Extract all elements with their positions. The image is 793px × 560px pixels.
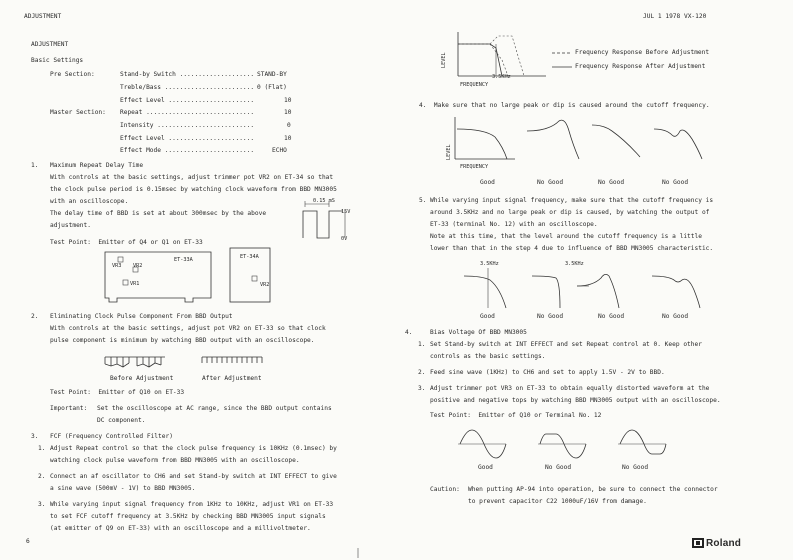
section-1-number: 1. [31,162,39,169]
section-3-item-line: a sine wave (500mV - 1V) to BBD MN3005. [50,485,196,492]
bias-wave-label: Good [478,464,493,471]
setting-value: 10 [284,109,292,116]
header-left: ADJUSTMENT [24,13,62,20]
caution-label: Caution: [430,486,460,493]
step-5-line: around 3.5KHz and no large peak or dip is caused, by watching the output of [430,209,710,216]
section-3-item-number: 2. [38,473,46,480]
board-et33a-label: ET-33A [174,257,193,263]
section-3-number: 3. [31,433,39,440]
bias-wave-clipped-bottom [618,428,668,460]
output-curve-peak [575,268,635,313]
row1-level-label: LEVEL [446,144,452,160]
setting-value: 0 [287,122,291,129]
section-4-item-line: controls as the basic settings. [430,353,546,360]
section-3-item-number: 1. [38,445,46,452]
section-3-item-number: 3. [38,501,46,508]
basic-settings-heading: Basic Settings [31,57,84,64]
board-et34a-label: ET-34A [240,254,259,260]
graph-frequency-label: FREQUENCY [460,82,489,88]
section-4-item-line: positive and negative tops by watching BBD MN3005 output with an oscilloscope. [430,397,721,404]
board-et33a-diagram [103,250,213,305]
section-1-line: adjustment. [50,222,91,229]
setting-name: Effect Mode ........................ [120,147,255,154]
section-3-item-line: Connect an af oscillator to CH6 and set Stand-by switch at INT EFFECT to give [50,473,337,480]
section-2-test-point: Test Point: Emitter of Q10 on ET-33 [50,389,185,396]
section-1-line: With controls at the basic settings, adjust trimmer pot VR2 on ET-34 so that [50,174,334,181]
after-adjustment-label: After Adjustment [202,375,262,382]
graph-cutoff-label: 3.5KHz [492,74,511,80]
step-5-line: Note at this time, that the level around the cutoff frequency is a little [430,233,702,240]
section-3-title: FCF (Frequency Controlled Filter) [50,433,173,440]
row1-label: No Good [537,179,564,186]
page-number: 6 [26,538,30,545]
bias-wave-label: No Good [622,464,649,471]
board-vr3-label: VR3 [112,263,122,269]
step-4: 4. Make sure that no large peak or dip is caused around the cutoff frequency. [419,102,710,109]
board-et34a-vr2-label: VR2 [260,282,270,288]
caution-line: to prevent capacitor C22 1000uF/16V from damage. [468,498,647,505]
setting-name: Repeat ............................. [120,109,255,116]
caution-line: When putting AP-94 into operation, be sure to connect the connector [468,486,718,493]
section-3-item-line: While varying input signal frequency from 1KHz to 10KHz, adjust VR1 on ET-33 [50,501,334,508]
cutoff-curve-early-rolloff [590,117,650,162]
section-3-item-line: to set FCF cutoff frequency at 3.5KHz by checking BBD MN3005 input signals [50,513,326,520]
section-4-item-line: Adjust trimmer pot VR3 on ET-33 to obtain equally distorted waveform at the [430,385,710,392]
bias-wave-label: No Good [545,464,572,471]
page-fold-mark [356,548,360,558]
waveform-0v-label: 0V [341,236,348,242]
setting-name: Effect Level ....................... [120,135,255,142]
board-vr2-label: VR2 [133,263,143,269]
graph-level-label: LEVEL [441,52,447,68]
clock-component-before-waveform [103,351,173,371]
step-5-line: While varying input signal frequency, make sure that the cutoff frequency is [430,197,714,204]
section-3-item-line: (at emitter of Q9 on ET-33) with an oscilloscope and a millivoltmeter. [50,525,311,532]
section-3-item-line: Adjust Repeat control so that the clock pulse frequency is 10KHz (0.1msec) by [50,445,337,452]
row2-label: Good [480,313,495,320]
section-1-line: The delay time of BBD is set at about 300msec by the above [50,210,267,217]
roland-logo-text: Roland [706,537,742,549]
important-line: DC component. [97,417,146,424]
waveform-period-label: 0.15 mS [313,198,335,204]
row2-cutoff-label: 3.5KHz [480,261,499,267]
legend-after: Frequency Response After Adjustment [575,63,706,70]
roland-logo [692,537,741,549]
section-4-test-point: Test Point: Emitter of Q10 or Terminal No. 12 [430,412,602,419]
cutoff-curve-peak [525,117,585,162]
cutoff-curve-good [455,117,515,162]
setting-value: 10 [284,97,292,104]
section-4-item-number: 1. [418,341,426,348]
section-4-number: 4. [405,329,413,336]
master-section-label: Master Section: [50,109,106,116]
setting-name: Treble/Bass ........................ [120,84,255,91]
row2-label: No Good [537,313,564,320]
row1-label: Good [480,179,495,186]
step-5-number: 5. [419,197,427,204]
section-4-title: Bias Voltage Of BBD MN3005 [430,329,527,336]
section-2-title: Eliminating Clock Pulse Component From BBD Output [50,313,233,320]
section-1-line: the clock pulse period is 0.15msec by watching clock waveform from BBD MN3005 [50,186,337,193]
legend-before: Frequency Response Before Adjustment [575,49,710,56]
setting-value: 0 (Flat) [257,84,287,91]
page-title: ADJUSTMENT [31,41,69,48]
setting-value: STAND-BY [257,71,287,78]
step-5-line: lower than that in the step 4 due to influence of BBD MN3005 characteristic. [430,245,714,252]
pre-section-label: Pre Section: [50,71,95,78]
before-adjustment-label: Before Adjustment [110,375,174,382]
row1-label: No Good [598,179,625,186]
header-right: JUL 1 1978 VX-120 [643,13,707,20]
important-line: Set the oscilloscope at AC range, since the BBD output contains [97,405,332,412]
roland-mark-icon [692,538,704,548]
setting-name: Stand-by Switch .................... [120,71,255,78]
section-4-item-number: 2. [418,369,426,376]
board-vr1-label: VR1 [130,281,140,287]
bias-wave-clipped-top [538,428,588,460]
row1-frequency-label: FREQUENCY [460,164,489,170]
frequency-response-graph [450,30,550,90]
setting-value: 10 [284,135,292,142]
section-2-number: 2. [31,313,39,320]
row2-label: No Good [598,313,625,320]
setting-name: Effect Level ....................... [120,97,255,104]
section-4-item-number: 3. [418,385,426,392]
section-3-item-line: watching clock pulse waveform from BBD MN3005 with an oscilloscope. [50,457,300,464]
output-curve-dip [650,268,710,313]
section-4-item-line: Set Stand-by switch at INT EFFECT and set Repeat control at 0. Keep other [430,341,702,348]
section-2-line: With controls at the basic settings, adjust pot VR2 on ET-33 so that clock [50,325,326,332]
waveform-15v-label: 15V [341,209,351,215]
row2-label: No Good [662,313,689,320]
bias-wave-good [458,428,508,460]
setting-name: Intensity .......................... [120,122,255,129]
important-label: Important: [50,405,88,412]
step-5-line: ET-33 (terminal No. 12) with an oscilloscope. [430,221,598,228]
section-4-item-line: Feed sine wave (1KHz) to CH6 and set to apply 1.5V - 2V to BBD. [430,369,665,376]
cutoff-curve-dip [652,117,712,162]
clock-component-after-waveform [200,351,270,371]
section-1-line: with an oscilloscope. [50,198,129,205]
row2-cutoff-label: 3.5KHz [565,261,584,267]
row1-label: No Good [662,179,689,186]
output-curve-good [462,268,522,313]
setting-value: ECHO [272,147,287,154]
section-1-title: Maximum Repeat Delay Time [50,162,144,169]
section-2-line: pulse component is minimum by watching BBD output with an oscilloscope. [50,337,315,344]
section-1-test-point: Test Point: Emitter of Q4 or Q1 on ET-33 [50,239,203,246]
